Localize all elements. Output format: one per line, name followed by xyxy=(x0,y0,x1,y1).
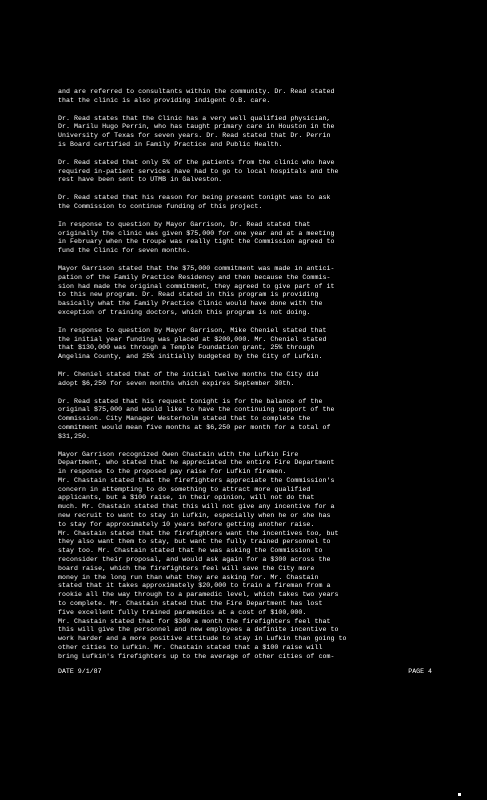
footer-page-number: PAGE 4 xyxy=(408,668,432,675)
scan-artifact xyxy=(458,793,461,796)
paragraph-10: Mayor Garrison recognized Owen Chastain with the Lufkin Fire Department, who stated that he appreciated the entire Fire Department in response to the proposed pay raise for Lufkin firemen. Mr. Chastain stated that the firefighters appreciate the Commission's concern in attempting to do something to attract more qualified applicants, but a $100 raise, in their opinion, will not do that much. Mr. Chastain stated that this will not give any incentive for a new recruit to want to stay in Lufkin, especially when he or she has to stay for approximately 10 years before getting another raise. Mr. Chastain stated that the firefighters want the incentives too, but they also want them to stay, but want the fully trained personnel to stay too. Mr. Chastain stated that he was asking the Commission to reconsider their proposal, and would ask again for a $300 across the board raise, which the firefighters feel will save the City more money in the long run than what they are asking for. Mr. Chastain stated that it takes approximately $20,000 to train a fireman from a rookie all the way through to a paramedic level, which takes two years to complete. Mr. Chastain stated that the Fire Department has lost five excellent fully trained paramedics at a cost of $100,000. Mr. Chastain stated that for $300 a month the firefighters feel that this will give the personnel and new employees a definite incentive to work harder and a more positive attitude to stay in Lufkin than going to other cities to Lufkin. Mr. Chastain stated that a $100 raise will bring Lufkin's firefighters up to the average of other cities of com- xyxy=(58,450,347,660)
paragraph-5: In response to question by Mayor Garrison, Dr. Read stated that originally the clinic was given $75,000 for one year and at a meeting in February when the troupe was really tight the Commission agreed to fund the Clinic for seven months. xyxy=(58,220,335,255)
footer-date: DATE 9/1/87 xyxy=(58,668,102,675)
paragraph-8: Mr. Cheniel stated that of the initial twelve months the City did adopt $6,250 for seven months which expires September 30th. xyxy=(58,370,319,387)
document-body xyxy=(58,88,454,671)
paragraph-6: Mayor Garrison stated that the $75,000 commitment was made in antici- pation of the Family Practice Residency and then because the Commis- sion had made the original commitment, they agreed to give part of it to this new program. Dr. Read stated in this program is providing basically what the Family Practice Clinic would have done with the exception of training doctors, which this program is not doing. xyxy=(58,264,335,316)
paragraph-7: In response to question by Mayor Garrison, Mike Cheniel stated that the initial year funding was placed at $200,000. Mr. Cheniel stated that $130,000 was through a Temple Foundation grant, 25% through Angelina County, and 25% initially budgeted by the City of Lufkin. xyxy=(58,326,327,361)
paragraph-1: and are referred to consultants within the community. Dr. Read stated that the clinic is also providing indigent O.B. care. xyxy=(58,88,335,104)
paragraph-2: Dr. Read states that the Clinic has a very well qualified physician, Dr. Marilu Hugo Perrin, who has taught primary care in Houston in the University of Texas for seven years. Dr. Read stated that Dr. Perrin is Board certified in Family Practice and Public Health. xyxy=(58,114,335,148)
paragraph-9: Dr. Read stated that his request tonight is for the balance of the original $75,000 and would like to have the continuing support of the Commission. City Manager Westerholm stated that to complete the commitment would mean five months at $6,250 per month for a total of $31,250. xyxy=(58,397,335,440)
paragraph-3: Dr. Read stated that only 5% of the patients from the clinic who have required in-patient services have had to go to local hospitals and the rest have been sent to UTMB in Galveston. xyxy=(58,158,339,184)
paragraph-4: Dr. Read stated that his reason for being present tonight was to ask the Commission to continue funding of this project. xyxy=(58,194,331,210)
